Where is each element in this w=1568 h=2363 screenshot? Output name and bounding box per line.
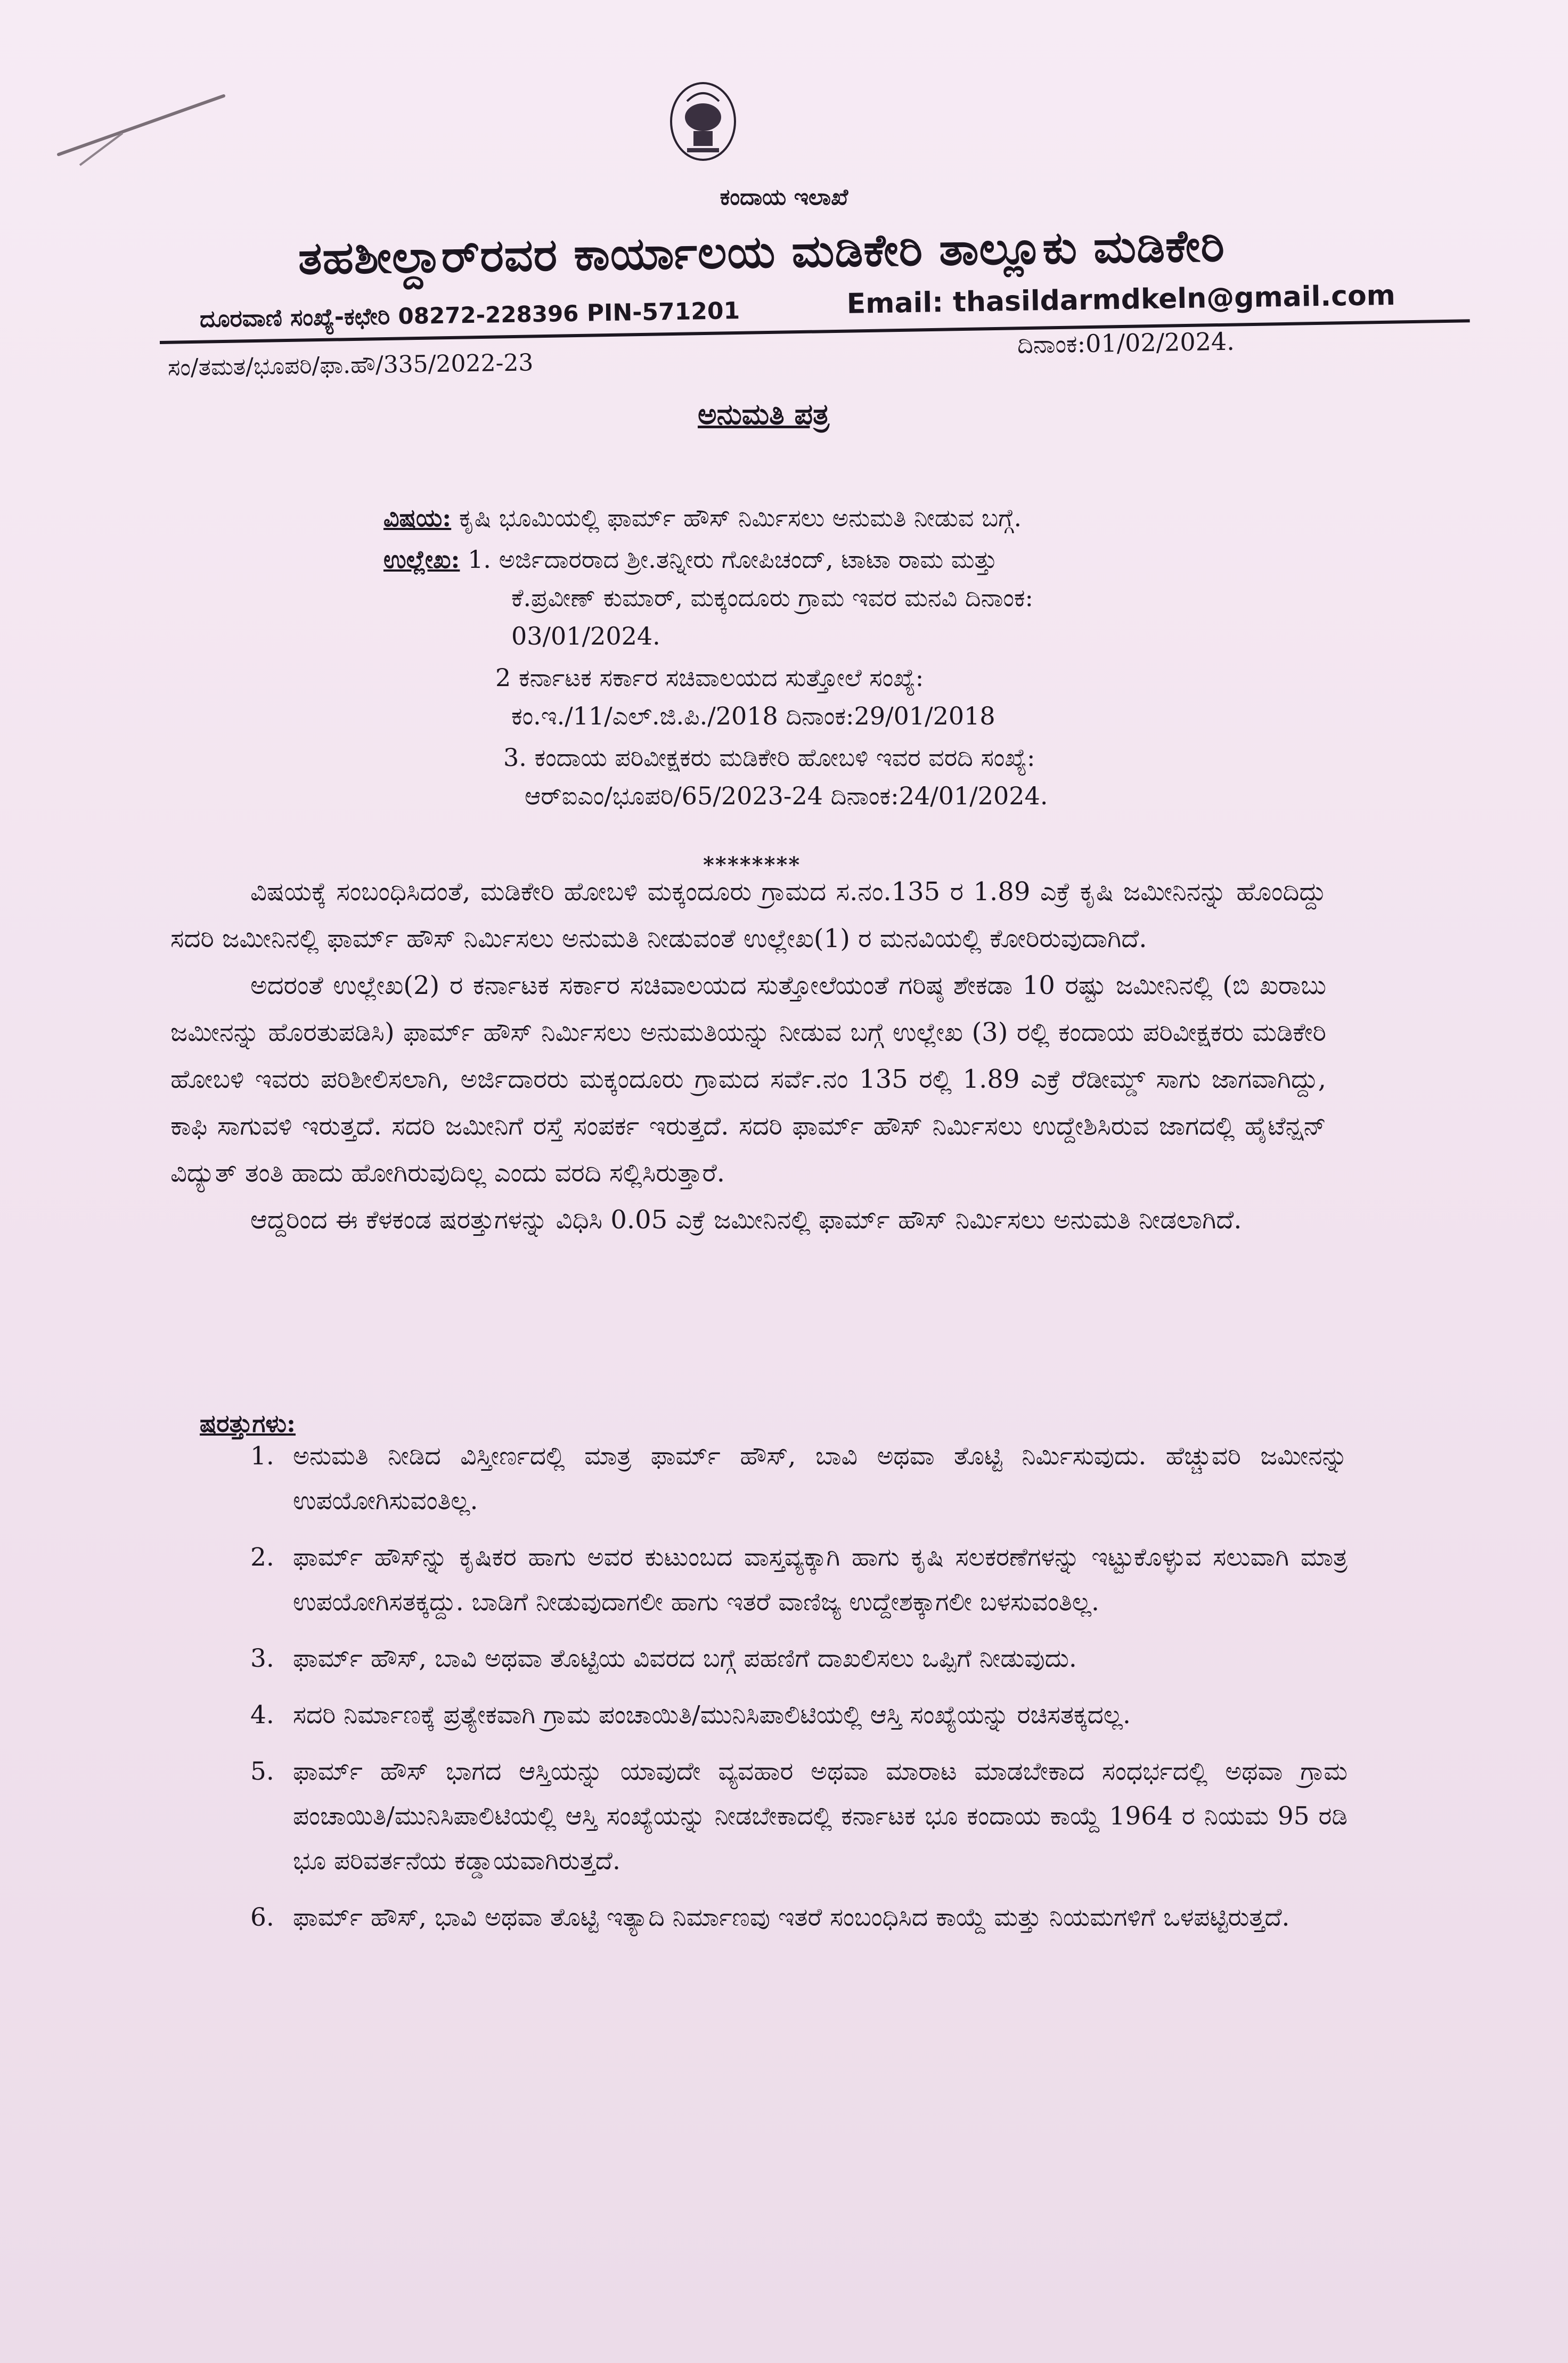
- conditions-list: [250, 1422, 1348, 1940]
- condition-text: ಸದರಿ ನಿರ್ಮಾಣಕ್ಕೆ ಪ್ರತ್ಯೇಕವಾಗಿ ಗ್ರಾಮ ಪಂಚಾಯಿತಿ/ಮುನಿಸಿಪಾಲಿಟಿಯಲ್ಲಿ ಆಸ್ತಿ ಸಂಖ್ಯೆಯನ್ನು ರಚಿಸತಕ್ಕದಲ್ಲ.: [293, 1700, 1131, 1730]
- condition-item: [250, 1693, 1348, 1738]
- paragraph-1: ವಿಷಯಕ್ಕೆ ಸಂಬಂಧಿಸಿದಂತೆ, ಮಡಿಕೇರಿ ಹೋಬಳಿ ಮಕ್ಕಂದೂರು ಗ್ರಾಮದ ಸ.ನಂ.135 ರ 1.89 ಎಕ್ರೆ ಕೃಷಿ ಜಮೀನಿನನ್ನು ಹೊಂದಿದ್ದು ಸದರಿ ಜಮೀನಿನಲ್ಲಿ ಫಾರ್ಮ್ ಹೌಸ್ ನಿರ್ಮಿಸಲು ಅನುಮತಿ ನೀಡುವಂತೆ ಉಲ್ಲೇಖ(1) ರ ಮನವಿಯಲ್ಲಿ ಕೋರಿರುವುದಾಗಿದೆ.: [170, 877, 1326, 954]
- condition-number: 4.: [250, 1700, 274, 1730]
- condition-number: 6.: [250, 1903, 274, 1932]
- reference-label: ಉಲ್ಲೇಖ:: [383, 545, 460, 574]
- subject-text: ಕೃಷಿ ಭೂಮಿಯಲ್ಲಿ ಫಾರ್ಮ್ ಹೌಸ್ ನಿರ್ಮಿಸಲು ಅನುಮತಿ ನೀಡುವ ಬಗ್ಗೆ.: [459, 503, 1022, 532]
- phone-block: [200, 297, 740, 333]
- separator: ********: [703, 852, 801, 877]
- reference-1-text-a: 1. ಅರ್ಜಿದಾರರಾದ ಶ್ರೀ.ತನ್ನೀರು ಗೋಪಿಚಂದ್, ಟಾಟಾ ರಾಮ ಮತ್ತು: [468, 545, 998, 574]
- condition-number: 5.: [250, 1757, 274, 1786]
- condition-number: 3.: [250, 1644, 274, 1673]
- condition-number: 2.: [250, 1543, 274, 1572]
- condition-text: ಫಾರ್ಮ್ ಹೌಸ್‌ನ್ನು ಕೃಷಿಕರ ಹಾಗು ಅವರ ಕುಟುಂಬದ ವಾಸ್ತವ್ಯಕ್ಕಾಗಿ ಹಾಗು ಕೃಷಿ ಸಲಕರಣೆಗಳನ್ನು ಇಟ್ಟುಕೊಳ್ಳುವ ಸಲುವಾಗಿ ಮಾತ್ರ ಉಪಯೋಗಿಸತಕ್ಕದ್ದು. ಬಾಡಿಗೆ ನೀಡುವುದಾಗಲೀ ಹಾಗು ಇತರೆ ವಾಣಿಜ್ಯ ಉದ್ದೇಶಕ್ಕಾಗಲೀ ಬಳಸುವಂತಿಲ್ಲ.: [293, 1543, 1348, 1617]
- condition-text: ಫಾರ್ಮ್ ಹೌಸ್, ಬಾವಿ ಅಥವಾ ತೊಟ್ಟಿಯ ವಿವರದ ಬಗ್ಗೆ ಪಹಣಿಗೆ ದಾಖಲಿಸಲು ಒಪ್ಪಿಗೆ ನೀಡುವುದು.: [293, 1644, 1077, 1673]
- condition-item: [250, 1895, 1348, 1940]
- reference-1-text-b: ಕೆ.ಪ್ರವೀಣ್ ಕುಮಾರ್, ಮಕ್ಕಂದೂರು ಗ್ರಾಮ ಇವರ ಮನವಿ ದಿನಾಂಕ:: [511, 583, 1034, 612]
- condition-item: [250, 1636, 1348, 1681]
- phone-number: 08272-228396: [398, 300, 579, 330]
- pin-code: PIN-571201: [586, 297, 740, 327]
- reference-1-line-a: [383, 542, 997, 576]
- reference-3-text-a: 3. ಕಂದಾಯ ಪರಿವೀಕ್ಷಕರು ಮಡಿಕೇರಿ ಹೋಬಳಿ ಇವರ ವರದಿ ಸಂಖ್ಯೆ:: [503, 743, 1035, 772]
- karnataka-emblem-icon: [666, 80, 740, 170]
- condition-text: ಫಾರ್ಮ್ ಹೌಸ್ ಭಾಗದ ಆಸ್ತಿಯನ್ನು ಯಾವುದೇ ವ್ಯವಹಾರ ಅಥವಾ ಮಾರಾಟ ಮಾಡಬೇಕಾದ ಸಂಧರ್ಭದಲ್ಲಿ ಅಥವಾ ಗ್ರಾಮ ಪಂಚಾಯಿತಿ/ಮುನಿಸಿಪಾಲಿಟಿಯಲ್ಲಿ ಆಸ್ತಿ ಸಂಖ್ಯೆಯನ್ನು ನೀಡಬೇಕಾದಲ್ಲಿ ಕರ್ನಾಟಕ ಭೂ ಕಂದಾಯ ಕಾಯ್ದೆ 1964 ರ ನಿಯಮ 95 ರಡಿ ಭೂ ಪರಿವರ್ತನೆಯ ಕಡ್ಡಾಯವಾಗಿರುತ್ತದೆ.: [293, 1757, 1348, 1876]
- condition-text: ಫಾರ್ಮ್ ಹೌಸ್, ಭಾವಿ ಅಥವಾ ತೊಟ್ಟಿ ಇತ್ಯಾದಿ ನಿರ್ಮಾಣವು ಇತರೆ ಸಂಬಂಧಿಸಿದ ಕಾಯ್ದೆ ಮತ್ತು ನಿಯಮಗಳಿಗೆ ಒಳಪಟ್ಟಿರುತ್ತದೆ.: [293, 1903, 1290, 1932]
- subject-line: [383, 501, 1022, 535]
- letter-body: [170, 868, 1326, 1243]
- condition-number: 1.: [250, 1441, 274, 1471]
- department-name: ಕಂದಾಯ ಇಲಾಖೆ: [720, 184, 848, 210]
- reference-2-text-b: ಕಂ.ಇ./11/ಎಲ್.ಜಿ.ಪಿ./2018 ದಿನಾಂಕ:29/01/2018: [511, 702, 995, 730]
- phone-label: ದೂರವಾಣಿ ಸಂಖ್ಯೆ-ಕಛೇರಿ: [199, 303, 390, 333]
- staple-pin-icon: [48, 85, 240, 170]
- condition-item: [250, 1434, 1348, 1523]
- office-title: ತಹಶೀಲ್ದಾರ್‌ರವರ ಕಾರ್ಯಾಲಯ ಮಡಿಕೇರಿ ತಾಲ್ಲೂಕು ಮಡಿಕೇರಿ: [298, 218, 1226, 284]
- condition-item: [250, 1535, 1348, 1625]
- contact-row: [199, 279, 1457, 336]
- office-email: Email: thasildarmdkeln@gmail.com: [846, 279, 1396, 320]
- subject-label: ವಿಷಯ:: [383, 503, 452, 532]
- paragraph-2: ಅದರಂತೆ ಉಲ್ಲೇಖ(2) ರ ಕರ್ನಾಟಕ ಸರ್ಕಾರ ಸಚಿವಾಲಯದ ಸುತ್ತೋಲೆಯಂತೆ ಗರಿಷ್ಠ ಶೇಕಡಾ 10 ರಷ್ಟು ಜಮೀನಿನಲ್ಲಿ (ಬಿ ಖರಾಬು ಜಮೀನನ್ನು ಹೊರತುಪಡಿಸಿ) ಫಾರ್ಮ್ ಹೌಸ್ ನಿರ್ಮಿಸಲು ಅನುಮತಿಯನ್ನು ನೀಡುವ ಬಗ್ಗೆ ಉಲ್ಲೇಖ (3) ರಲ್ಲಿ ಕಂದಾಯ ಪರಿವೀಕ್ಷಕರು ಮಡಿಕೇರಿ ಹೋಬಳಿ ಇವರು ಪರಿಶೀಲಿಸಲಾಗಿ, ಅರ್ಜಿದಾರರು ಮಕ್ಕಂದೂರು ಗ್ರಾಮದ ಸರ್ವೆ.ನಂ 135 ರಲ್ಲಿ 1.89 ಎಕ್ರೆ ರೆಡೀಮ್ಡ್ ಸಾಗು ಜಾಗವಾಗಿದ್ದು, ಕಾಫಿ ಸಾಗುವಳಿ ಇರುತ್ತದೆ. ಸದರಿ ಜಮೀನಿಗೆ ರಸ್ತೆ ಸಂಪರ್ಕ ಇರುತ್ತದೆ. ಸದರಿ ಫಾರ್ಮ್ ಹೌಸ್ ನಿರ್ಮಿಸಲು ಉದ್ದೇಶಿಸಿರುವ ಜಾಗದಲ್ಲಿ ಹೈಟೆನ್ಷನ್ ವಿದ್ಯುತ್ ತಂತಿ ಹಾದು ಹೋಗಿರುವುದಿಲ್ಲ ಎಂದು ವರದಿ ಸಲ್ಲಿಸಿರುತ್ತಾರೆ.: [170, 971, 1326, 1188]
- condition-item: [250, 1749, 1348, 1884]
- condition-text: ಅನುಮತಿ ನೀಡಿದ ವಿಸ್ತೀರ್ಣದಲ್ಲಿ ಮಾತ್ರ ಫಾರ್ಮ್ ಹೌಸ್, ಬಾವಿ ಅಥವಾ ತೊಟ್ಟಿ ನಿರ್ಮಿಸುವುದು. ಹೆಚ್ಚುವರಿ ಜಮೀನನ್ನು ಉಪಯೋಗಿಸುವಂತಿಲ್ಲ.: [293, 1441, 1348, 1515]
- document-heading: ಅನುಮತಿ ಪತ್ರ: [698, 397, 830, 431]
- paragraph-3: ಆದ್ದರಿಂದ ಈ ಕೆಳಕಂಡ ಷರತ್ತುಗಳನ್ನು ವಿಧಿಸಿ 0.05 ಎಕ್ರೆ ಜಮೀನಿನಲ್ಲಿ ಫಾರ್ಮ್ ಹೌಸ್ ನಿರ್ಮಿಸಲು ಅನುಮತಿ ನೀಡಲಾಗಿದೆ.: [250, 1205, 1242, 1235]
- reference-1-text-c: 03/01/2024.: [511, 622, 660, 650]
- reference-2-text-a: 2 ಕರ್ನಾಟಕ ಸರ್ಕಾರ ಸಚಿವಾಲಯದ ಸುತ್ತೋಲೆ ಸಂಖ್ಯೆ:: [495, 663, 924, 692]
- conditions-title: ಷರತ್ತುಗಳು:: [200, 1409, 296, 1438]
- reference-number: ಸಂ/ತಮತ/ಭೂಪರಿ/ಫಾ.ಹೌ/335/2022-23: [167, 349, 534, 381]
- reference-3-text-b: ಆರ್‌ಐಎಂ/ಭೂಪರಿ/65/2023-24 ದಿನಾಂಕ:24/01/2024.: [525, 781, 1048, 810]
- letter-date: ದಿನಾಂಕ:01/02/2024.: [1017, 327, 1235, 359]
